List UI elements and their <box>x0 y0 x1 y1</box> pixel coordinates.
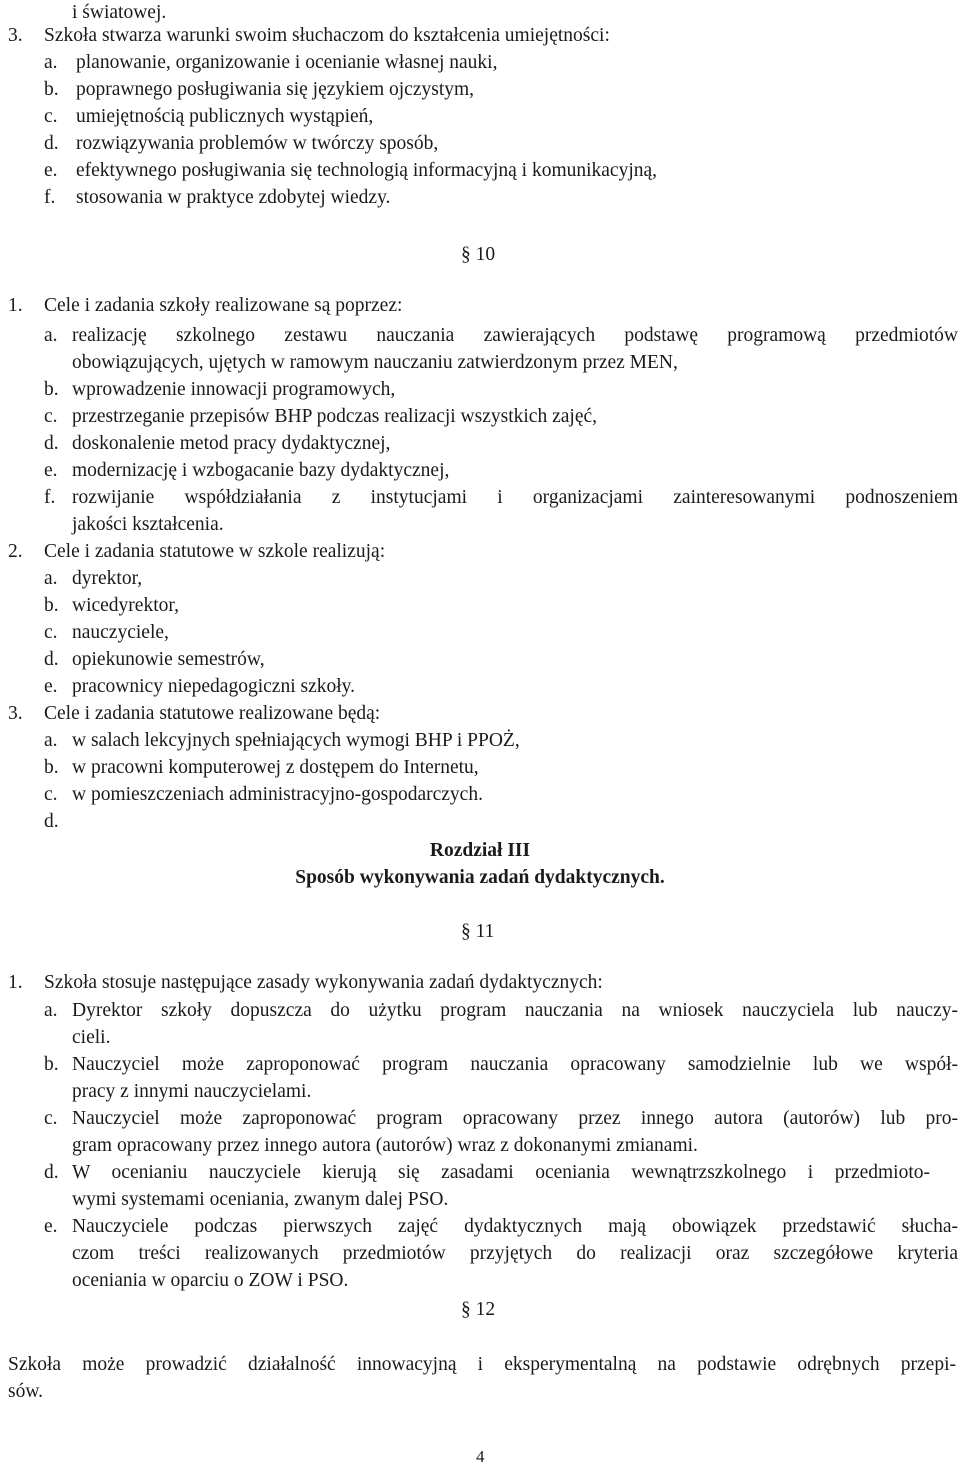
list-item-text: cieli. <box>72 1027 111 1048</box>
list-item-text: realizację szkolnego zestawu nauczania zawierających podstawę programową przedmiotów <box>72 325 958 346</box>
list-item-text: wprowadzenie innowacji programowych, <box>72 379 396 400</box>
list-item-text: Nauczyciel może zaproponować program opracowany przez innego autora (autorów) lub pro- <box>72 1108 958 1129</box>
paragraph-text: Szkoła może prowadzić działalność innowacyjną i eksperymentalną na podstawie odrębnych przepi- <box>8 1354 956 1375</box>
list-letter: a. <box>44 1000 58 1021</box>
list-item-text: czom treści realizowanych przedmiotów przyjętych do realizacji oraz szczegółowe kryteria <box>72 1243 958 1264</box>
list-item-text: wymi systemami oceniania, zwanym dalej PSO. <box>72 1189 449 1210</box>
list-number: 3. <box>8 703 23 724</box>
list-letter: f. <box>44 487 56 508</box>
list-item-text: Dyrektor szkoły dopuszcza do użytku program nauczania na wniosek nauczyciela lub nauczy- <box>72 1000 958 1021</box>
list-letter: a. <box>44 730 58 751</box>
list-letter: e. <box>44 676 58 697</box>
list-number: 1. <box>8 972 23 993</box>
list-item-text: oceniania w oparciu o ZOW i PSO. <box>72 1270 349 1291</box>
list-letter: c. <box>44 406 58 427</box>
list-item-text: rozwijanie współdziałania z instytucjami i organizacjami zainteresowanymi podnoszeniem <box>72 487 958 508</box>
list-letter: d. <box>44 133 59 154</box>
chapter-heading: Rozdział III <box>429 840 531 861</box>
list-item-text: obowiązujących, ujętych w ramowym nauczaniu zatwierdzonym przez MEN, <box>72 352 678 373</box>
list-letter: c. <box>44 622 58 643</box>
list-letter: e. <box>44 160 58 181</box>
list-item-text: poprawnego posługiwania się językiem ojczystym, <box>76 79 475 100</box>
text-line: i światowej. <box>72 2 167 23</box>
list-item-text: jakości kształcenia. <box>72 514 224 535</box>
section-marker: § 12 <box>461 1299 496 1320</box>
list-item-text: gram opracowany przez innego autora (autorów) wraz z dokonanymi zmianami. <box>72 1135 698 1156</box>
list-item-text: Szkoła stosuje następujące zasady wykonywania zadań dydaktycznych: <box>44 972 603 993</box>
list-item-text: w pomieszczeniach administracyjno-gospodarczych. <box>72 784 483 805</box>
list-letter: e. <box>44 460 58 481</box>
page-number: 4 <box>476 1447 485 1466</box>
list-item-text: Cele i zadania szkoły realizowane są poprzez: <box>44 295 403 316</box>
list-item-text: Nauczyciel może zaproponować program nauczania opracowany samodzielnie lub we współ- <box>72 1054 958 1075</box>
list-letter: d. <box>44 1162 59 1183</box>
list-letter: a. <box>44 568 58 589</box>
list-letter: a. <box>44 52 58 73</box>
list-item-text: w pracowni komputerowej z dostępem do Internetu, <box>72 757 479 778</box>
list-item-text: Cele i zadania statutowe w szkole realizują: <box>44 541 386 562</box>
list-item-text: dyrektor, <box>72 568 143 589</box>
section-marker: § 10 <box>461 244 496 265</box>
paragraph-text: sów. <box>8 1381 44 1402</box>
list-letter: e. <box>44 1216 58 1237</box>
list-letter: d. <box>44 433 59 454</box>
chapter-title: Sposób wykonywania zadań dydaktycznych. <box>295 867 665 888</box>
list-item-text: stosowania w praktyce zdobytej wiedzy. <box>76 187 391 208</box>
list-item-text: rozwiązywania problemów w twórczy sposób, <box>76 133 439 154</box>
list-letter: d. <box>44 649 59 670</box>
list-letter: b. <box>44 1054 59 1075</box>
list-letter: f. <box>44 187 56 208</box>
list-letter: c. <box>44 1108 58 1129</box>
list-item-text: umiejętnością publicznych wystąpień, <box>76 106 374 127</box>
list-item-text: wicedyrektor, <box>72 595 179 616</box>
list-letter: d. <box>44 811 59 832</box>
list-letter: c. <box>44 784 58 805</box>
list-item-text: pracy z innymi nauczycielami. <box>72 1081 312 1102</box>
list-item-text: Szkoła stwarza warunki swoim słuchaczom do kształcenia umiejętności: <box>44 25 610 46</box>
list-item-text: efektywnego posługiwania się technologią informacyjną i komunikacyjną, <box>76 160 658 181</box>
list-item-text: Cele i zadania statutowe realizowane będą: <box>44 703 381 724</box>
list-item-text: modernizację i wzbogacanie bazy dydaktycznej, <box>72 460 450 481</box>
list-letter: c. <box>44 106 58 127</box>
list-number: 3. <box>8 25 23 46</box>
list-item-text: Nauczyciele podczas pierwszych zajęć dydaktycznych mają obowiązek przedstawić słucha- <box>72 1216 958 1237</box>
list-item-text: opiekunowie semestrów, <box>72 649 265 670</box>
list-item-text: w salach lekcyjnych spełniających wymogi BHP i PPOŻ, <box>72 730 520 751</box>
list-item-text: pracownicy niepedagogiczni szkoły. <box>72 676 356 697</box>
list-letter: b. <box>44 757 59 778</box>
section-marker: § 11 <box>461 921 495 942</box>
list-letter: b. <box>44 79 59 100</box>
list-item-text: doskonalenie metod pracy dydaktycznej, <box>72 433 391 454</box>
list-item-text: przestrzeganie przepisów BHP podczas realizacji wszystkich zajęć, <box>72 406 598 427</box>
list-item-text: W ocenianiu nauczyciele kierują się zasadami oceniania wewnątrzszkolnego i przedmioto- <box>72 1162 930 1183</box>
list-letter: b. <box>44 595 59 616</box>
list-item-text: nauczyciele, <box>72 622 169 643</box>
list-item-text: planowanie, organizowanie i ocenianie własnej nauki, <box>76 52 498 73</box>
list-letter: a. <box>44 325 58 346</box>
list-number: 1. <box>8 295 23 316</box>
list-letter: b. <box>44 379 59 400</box>
list-number: 2. <box>8 541 23 562</box>
